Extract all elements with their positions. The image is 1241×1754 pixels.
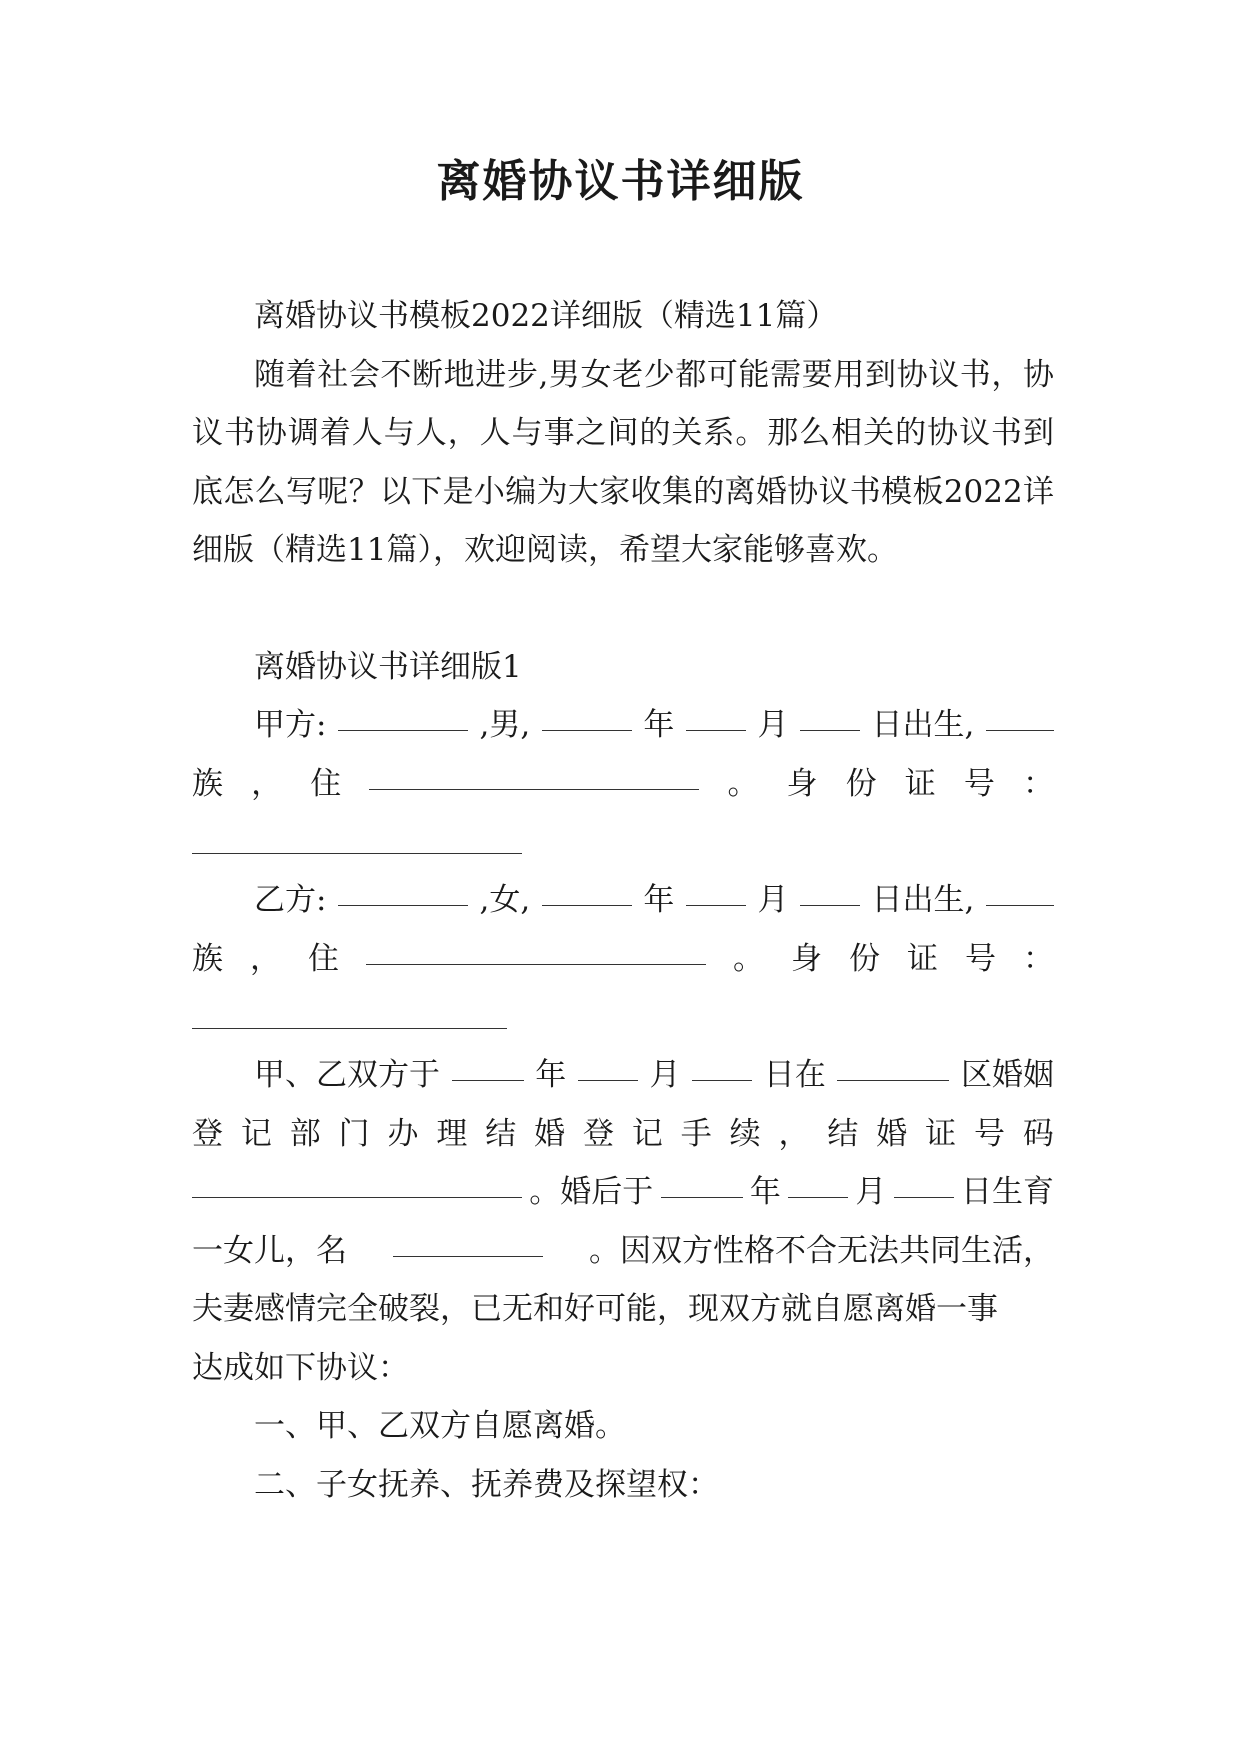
marriage-l2-char: 号 — [974, 1115, 1005, 1152]
marriage-intro: 甲、乙双方于 — [254, 1057, 440, 1093]
marriage-line-2 — [192, 1105, 1054, 1164]
child-birth-year-blank[interactable] — [661, 1163, 743, 1198]
child-name-blank[interactable] — [393, 1222, 543, 1257]
marriage-cert-number-blank[interactable] — [192, 1163, 522, 1198]
party-b-live-label: 住 — [308, 940, 339, 977]
marriage-line-4 — [192, 1222, 1054, 1281]
marriage-day-blank[interactable] — [692, 1046, 752, 1081]
child-day-label: 日生育 — [960, 1174, 1054, 1210]
party-a-comma: ， — [251, 765, 283, 802]
party-b-line-1 — [192, 871, 1054, 930]
marriage-day-label: 日在 — [763, 1057, 826, 1093]
intro-subtitle: 离婚协议书模板2022详细版（精选11篇） — [254, 298, 838, 334]
party-b-label: 乙方: — [254, 882, 327, 918]
party-a-id-blank[interactable] — [192, 813, 522, 854]
party-b-id-char-1: 身 — [791, 940, 822, 977]
party-a-line-2 — [192, 755, 1054, 814]
party-b-born-label: 日出生, — [871, 882, 975, 918]
party-a-ethnic-blank[interactable] — [986, 696, 1054, 731]
child-birth-day-blank[interactable] — [894, 1163, 954, 1198]
marriage-l2-char: 结 — [485, 1115, 517, 1152]
party-b-id-char-5: ： — [1023, 940, 1054, 977]
marriage-month-label: 月 — [649, 1057, 681, 1093]
marriage-year-blank[interactable] — [452, 1046, 524, 1081]
party-b-id-char-4: 号 — [965, 940, 996, 977]
marriage-district-label: 区婚姻 — [961, 1057, 1054, 1093]
child-name-label: 一女儿，名 — [192, 1232, 347, 1269]
party-a-born-label: 日出生, — [871, 707, 975, 743]
party-a-id-char-4: 号 — [963, 765, 995, 802]
party-b-id-line — [192, 988, 1054, 1046]
marriage-line-6: 达成如下协议： — [192, 1349, 409, 1386]
party-a-month-label: 月 — [757, 707, 789, 743]
party-b-id-char-2: 份 — [849, 940, 880, 977]
marriage-l2-char: 证 — [925, 1115, 957, 1152]
marriage-l2-char: 婚 — [876, 1115, 908, 1152]
clause-1: 一、甲、乙双方自愿离婚。 — [254, 1408, 626, 1444]
party-a-id-char-1: 身 — [786, 765, 818, 802]
marriage-l2-char: 记 — [240, 1115, 272, 1152]
party-b-birth-month-blank[interactable] — [686, 871, 746, 906]
marriage-l2-char: 码 — [1022, 1115, 1054, 1152]
marriage-l2-char: 门 — [338, 1115, 370, 1152]
document-body — [192, 287, 1054, 1514]
party-b-address-blank[interactable] — [366, 930, 706, 965]
party-a-id-char-3: 证 — [904, 765, 936, 802]
marriage-l2-char: 部 — [289, 1115, 321, 1152]
party-a-year-label: 年 — [643, 707, 675, 743]
party-a-ethnic-label: 族 — [192, 765, 223, 802]
party-b-line-2 — [192, 930, 1054, 989]
child-birth-month-blank[interactable] — [788, 1163, 848, 1198]
section-heading: 离婚协议书详细版1 — [254, 648, 522, 685]
marriage-line-3 — [192, 1163, 1054, 1222]
paragraph-gap — [192, 580, 1054, 638]
marriage-reason: 。因双方性格不合无法共同生活， — [589, 1232, 1054, 1269]
party-a-address-blank[interactable] — [369, 755, 699, 790]
party-b-ethnic-blank[interactable] — [986, 871, 1054, 906]
party-b-name-blank[interactable] — [338, 871, 468, 906]
marriage-after-label: 。婚后于 — [529, 1174, 654, 1210]
marriage-l2-char: 理 — [436, 1115, 468, 1152]
clause-2: 二、子女抚养、抚养费及探望权： — [254, 1466, 719, 1503]
party-b-period: 。 — [733, 940, 764, 977]
party-b-gender: ,女, — [479, 882, 531, 918]
party-a-name-blank[interactable] — [338, 696, 468, 731]
party-b-month-label: 月 — [757, 882, 789, 918]
party-b-id-char-3: 证 — [907, 940, 938, 977]
marriage-l2-char: 办 — [387, 1115, 419, 1152]
party-b-comma: ， — [250, 940, 281, 977]
marriage-l2-char: ， — [778, 1115, 810, 1152]
party-a-id-line — [192, 813, 1054, 871]
marriage-month-blank[interactable] — [578, 1046, 638, 1081]
party-b-year-label: 年 — [643, 882, 675, 918]
party-a-line-1 — [192, 696, 1054, 755]
party-b-birth-day-blank[interactable] — [800, 871, 860, 906]
marriage-l2-char: 登 — [583, 1115, 614, 1152]
marriage-district-blank[interactable] — [837, 1046, 949, 1081]
marriage-l2-char: 登 — [192, 1115, 223, 1152]
party-a-birth-day-blank[interactable] — [800, 696, 860, 731]
party-a-live-label: 住 — [310, 765, 342, 802]
marriage-year-label: 年 — [535, 1057, 567, 1093]
marriage-l2-char: 婚 — [534, 1115, 566, 1152]
party-b-birth-year-blank[interactable] — [542, 871, 632, 906]
party-a-label: 甲方: — [254, 707, 327, 743]
child-month-label: 月 — [855, 1174, 887, 1210]
party-a-birth-year-blank[interactable] — [542, 696, 632, 731]
party-a-birth-month-blank[interactable] — [686, 696, 746, 731]
child-year-label: 年 — [749, 1174, 781, 1210]
marriage-l2-char: 记 — [631, 1115, 663, 1152]
party-a-id-char-5: ： — [1022, 765, 1054, 802]
marriage-l2-char: 续 — [729, 1115, 761, 1152]
marriage-line-1 — [192, 1046, 1054, 1105]
party-b-id-blank[interactable] — [192, 988, 507, 1029]
document-title: 离婚协议书详细版 — [436, 156, 805, 207]
party-a-period: 。 — [727, 765, 759, 802]
marriage-line-5: 夫妻感情完全破裂，已无和好可能，现双方就自愿离婚一事 — [192, 1291, 998, 1327]
intro-paragraph: 随着社会不断地进步,男女老少都可能需要用到协议书，协议书协调着人与人，人与事之间的关系。那么相关的协议书到底怎么写呢？以下是小编为大家收集的离婚协议书模板2022详细版（精选11篇），欢迎阅读，希望大家能够喜欢。 — [192, 356, 1054, 568]
party-a-gender: ,男, — [479, 707, 531, 743]
party-a-id-char-2: 份 — [845, 765, 877, 802]
marriage-l2-char: 手 — [680, 1115, 712, 1152]
marriage-l2-char: 结 — [827, 1115, 859, 1152]
party-b-ethnic-label: 族 — [192, 940, 223, 977]
